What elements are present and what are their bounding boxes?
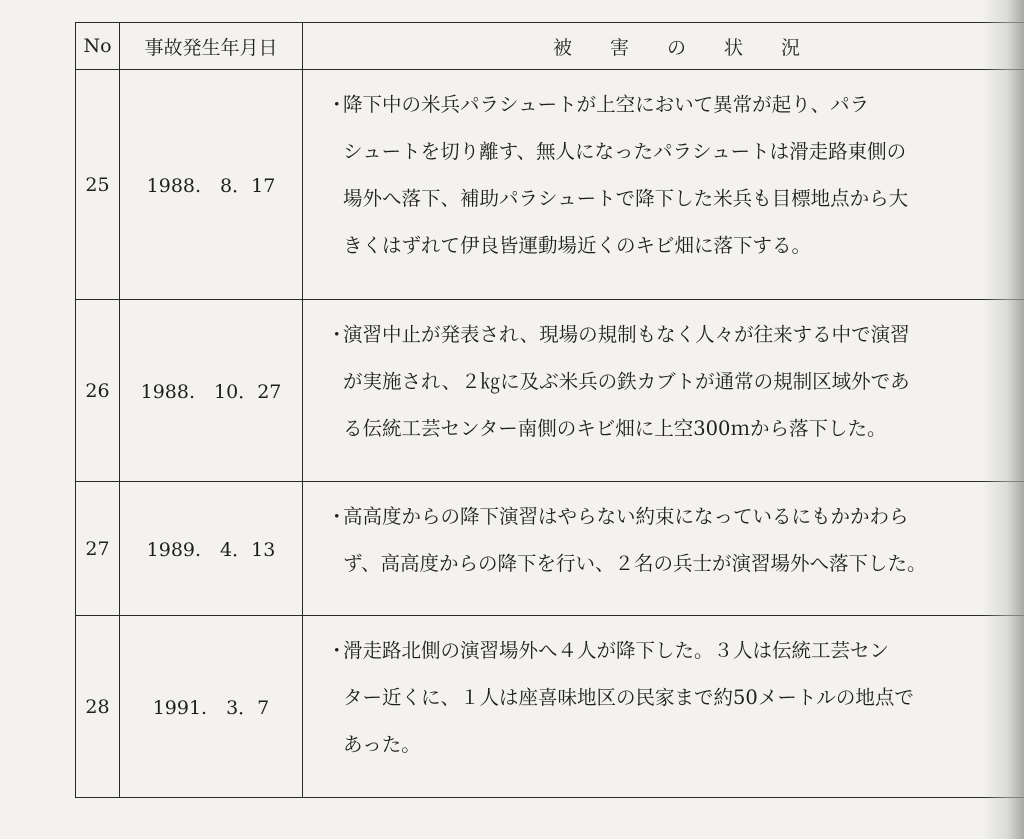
- bullet-mark: ・: [327, 323, 347, 346]
- header-description: [303, 23, 1024, 70]
- row-date: 1991. 3．7: [120, 616, 303, 798]
- row-number: 25: [76, 70, 120, 300]
- header-row: [76, 23, 1024, 70]
- row-description: [303, 616, 1024, 798]
- table-row: [76, 482, 1024, 616]
- row-description: [303, 300, 1024, 482]
- description-line: ず、高高度からの降下を行い、２名の兵士が演習場外へ落下した。: [343, 552, 927, 575]
- bullet-mark: ・: [327, 639, 347, 662]
- description-line: 降下中の米兵パラシュートが上空において異常が起り、パラ: [343, 93, 870, 116]
- description-line: ター近くに、１人は座喜味地区の民家まで約50メートルの地点で: [343, 686, 914, 709]
- description-line: きくはずれて伊良皆運動場近くのキビ畑に落下する。: [343, 234, 812, 257]
- bullet-mark: ・: [327, 93, 347, 116]
- incident-table: [75, 22, 1024, 798]
- row-date: 1988. 10．27: [120, 300, 303, 482]
- row-date: 1989. 4．13: [120, 482, 303, 616]
- description-line: が実施され、２㎏に及ぶ米兵の鉄カブトが通常の規制区域外であ: [343, 370, 910, 393]
- header-description-label: 被 害 の 状 況: [552, 36, 800, 59]
- bullet-mark: ・: [327, 505, 347, 528]
- header-date: 事故発生年月日: [120, 23, 303, 70]
- description-line: る伝統工芸センター南側のキビ畑に上空300ｍから落下した。: [343, 417, 887, 440]
- description-line: 場外へ落下、補助パラシュートで降下した米兵も目標地点から大: [343, 187, 909, 210]
- row-date: 1988. 8．17: [120, 70, 303, 300]
- row-description: [303, 70, 1024, 300]
- description-line: 滑走路北側の演習場外へ４人が降下した。３人は伝統工芸セン: [343, 639, 890, 662]
- table-row: [76, 70, 1024, 300]
- row-number: 28: [76, 616, 120, 798]
- description-line: 高高度からの降下演習はやらない約束になっているにもかかわら: [343, 505, 909, 528]
- table-row: [76, 300, 1024, 482]
- description-line: 演習中止が発表され、現場の規制もなく人々が往来する中で演習: [343, 323, 910, 346]
- table-row: [76, 616, 1024, 798]
- row-number: 26: [76, 300, 120, 482]
- row-description: [303, 482, 1024, 616]
- description-line: シュートを切り離す、無人になったパラシュートは滑走路東側の: [343, 140, 907, 163]
- row-number: 27: [76, 482, 120, 616]
- header-no: No: [76, 23, 120, 70]
- description-line: あった。: [343, 733, 421, 756]
